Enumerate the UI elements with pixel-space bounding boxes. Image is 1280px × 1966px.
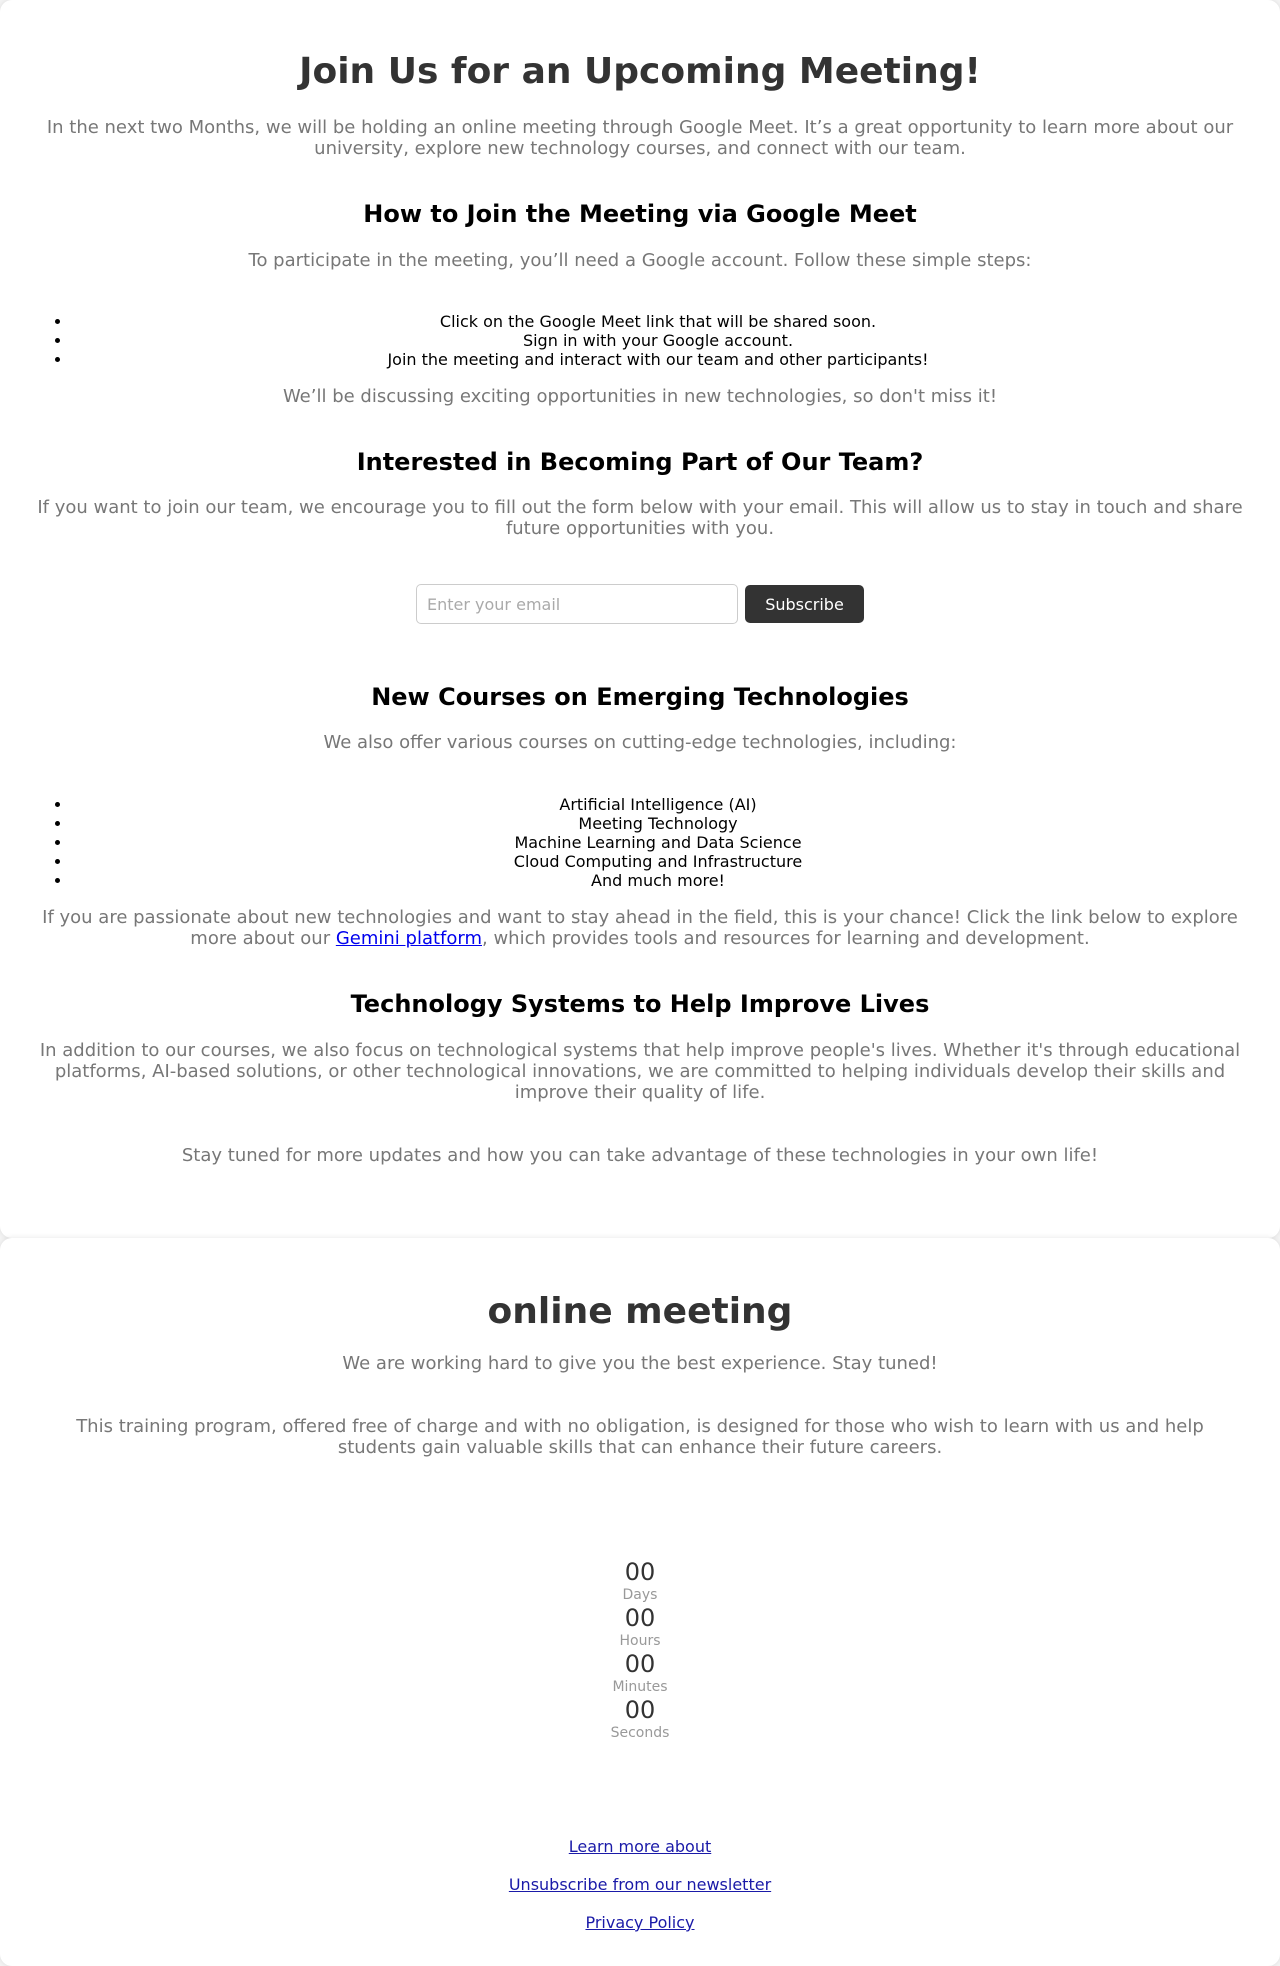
countdown-label: Seconds — [610, 1725, 670, 1741]
countdown-value: 00 — [624, 1604, 656, 1632]
join-steps-list — [36, 312, 1244, 369]
closing-paragraph: Stay tuned for more updates and how you can take advantage of these technologies in your own life! — [181, 1145, 1099, 1166]
systems-paragraph: In addition to our courses, we also focus on technological systems that help improve people's lives. Whether it's through educational platforms, AI-based solutions, or other technological innovations, we are committed to helping individuals develop their skills and improve their quality of life. — [39, 1040, 1241, 1103]
courses-intro: We also offer various courses on cutting-edge technologies, including: — [323, 732, 957, 753]
systems-heading: Technology Systems to Help Improve Lives — [350, 990, 930, 1018]
list-item: • Machine Learning and Data Science — [72, 833, 1244, 852]
program-description: This training program, offered free of charge and with no obligation, is designed for those who wish to learn with us and help students gain valuable skills that can enhance their future careers. — [76, 1416, 1204, 1458]
footer-links — [36, 1837, 1244, 1932]
countdown-title: online meeting — [487, 1291, 793, 1332]
countdown-days — [623, 1558, 658, 1604]
team-heading: Interested in Becoming Part of Our Team? — [356, 448, 924, 476]
list-item: • Join the meeting and interact with our team and other participants! — [72, 350, 1244, 369]
countdown-label: Minutes — [612, 1679, 668, 1695]
intro-paragraph: In the next two Months, we will be holding an online meeting through Google Meet. It’s a great opportunity to learn more about our university, explore new technology courses, and connect with our team. — [46, 117, 1234, 159]
gemini-platform-link[interactable]: Gemini platform — [335, 928, 482, 949]
list-item: • Meeting Technology — [72, 814, 1244, 833]
countdown-value: 00 — [624, 1696, 656, 1724]
team-paragraph: If you want to join our team, we encourage you to fill out the form below with your email. This will allow us to stay in touch and share future opportunities with you. — [37, 497, 1243, 539]
courses-outro-text: If you are passionate about new technologies and want to stay ahead in the field, this is your chance! Click the link below to explore more about our — [42, 907, 1238, 949]
email-input[interactable] — [416, 584, 738, 624]
courses-outro — [36, 907, 1244, 949]
list-item: • Cloud Computing and Infrastructure — [72, 852, 1244, 871]
page-title: Join Us for an Upcoming Meeting! — [299, 51, 981, 92]
courses-outro-text-end: , which provides tools and resources for learning and development. — [482, 928, 1090, 949]
courses-heading: New Courses on Emerging Technologies — [371, 683, 909, 711]
privacy-policy-link[interactable]: Privacy Policy — [585, 1913, 695, 1932]
countdown-hours — [619, 1604, 660, 1650]
countdown-card — [0, 1238, 1280, 1966]
countdown-timer — [36, 1558, 1244, 1742]
courses-list — [36, 795, 1244, 890]
countdown-value: 00 — [624, 1558, 656, 1586]
countdown-minutes — [612, 1650, 667, 1696]
list-item: • And much more! — [72, 871, 1244, 890]
countdown-value: 00 — [624, 1650, 656, 1678]
join-intro: To participate in the meeting, you’ll need a Google account. Follow these simple steps: — [248, 250, 1032, 271]
learn-more-link[interactable]: Learn more about — [568, 1837, 712, 1856]
unsubscribe-link[interactable]: Unsubscribe from our newsletter — [508, 1875, 772, 1894]
list-item: • Sign in with your Google account. — [72, 331, 1244, 350]
subscribe-form — [36, 584, 1244, 624]
join-heading: How to Join the Meeting via Google Meet — [363, 200, 917, 228]
countdown-subtitle: We are working hard to give you the best experience. Stay tuned! — [342, 1353, 938, 1374]
subscribe-button[interactable]: Subscribe — [745, 585, 864, 623]
countdown-label: Days — [622, 1587, 658, 1603]
countdown-seconds — [611, 1696, 670, 1742]
join-outro: We’ll be discussing exciting opportunities in new technologies, so don't miss it! — [282, 386, 998, 407]
countdown-label: Hours — [619, 1633, 661, 1649]
list-item: • Click on the Google Meet link that will be shared soon. — [72, 312, 1244, 331]
list-item: • Artificial Intelligence (AI) — [72, 795, 1244, 814]
